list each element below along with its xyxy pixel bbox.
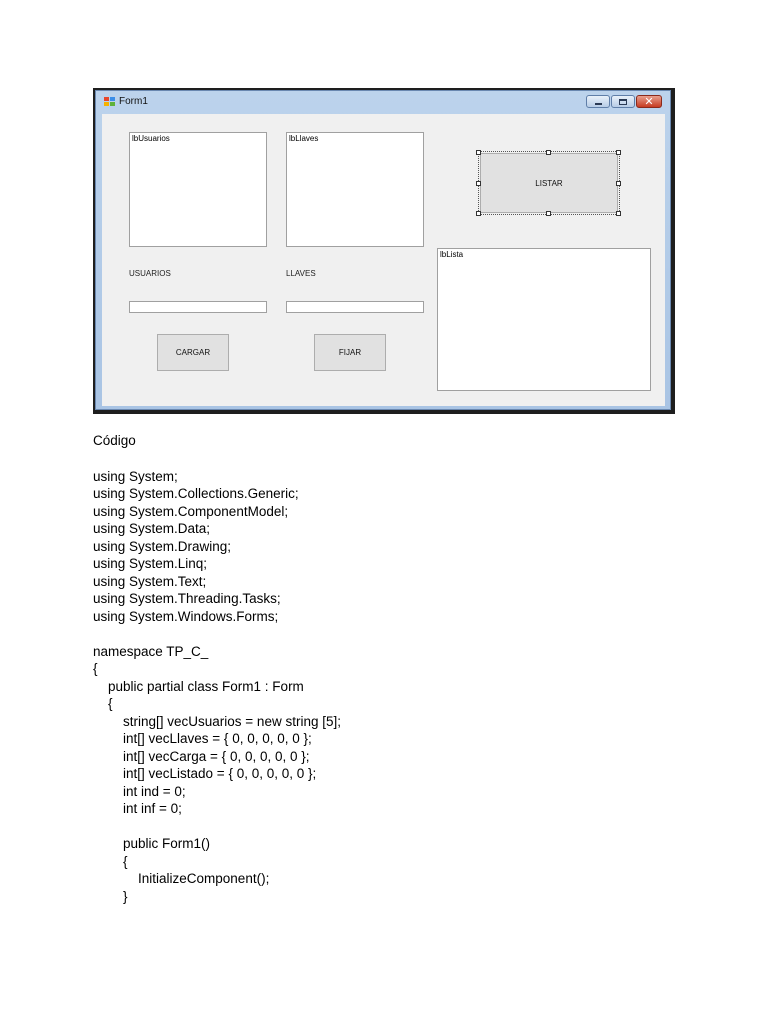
label-llaves: LLAVES <box>286 269 316 278</box>
code-line: int[] vecListado = { 0, 0, 0, 0, 0 }; <box>93 766 317 781</box>
code-line: string[] vecUsuarios = new string [5]; <box>93 713 341 729</box>
code-line: { <box>93 853 128 869</box>
resize-handle[interactable] <box>476 150 481 155</box>
resize-handle[interactable] <box>616 211 621 216</box>
code-line: { <box>93 661 98 676</box>
designer-screenshot <box>93 88 675 414</box>
code-line: { <box>93 696 113 711</box>
listar-button[interactable]: LISTAR <box>480 153 618 213</box>
code-line: using System.Linq; <box>93 556 208 571</box>
textbox-llaves[interactable] <box>286 301 424 313</box>
resize-handle[interactable] <box>476 181 481 186</box>
fijar-button[interactable]: FIJAR <box>314 334 386 371</box>
code-line: public partial class Form1 : Form <box>93 678 304 694</box>
code-line: using System.Text; <box>93 573 207 589</box>
selection-frame <box>478 151 620 215</box>
listbox-llaves[interactable]: lbLlaves <box>286 132 424 247</box>
code-line: int inf = 0; <box>93 801 182 816</box>
maximize-icon[interactable] <box>611 95 635 108</box>
listbox-lista[interactable]: lbLista <box>437 248 651 391</box>
app-icon <box>104 97 115 107</box>
resize-handle[interactable] <box>616 150 621 155</box>
listbox-usuarios[interactable]: lbUsuarios <box>129 132 267 247</box>
form-client-area <box>102 114 665 406</box>
code-line: using System; <box>93 468 178 484</box>
code-line: } <box>93 888 128 904</box>
code-line: int ind = 0; <box>93 783 186 799</box>
section-heading: Código <box>93 433 136 448</box>
resize-handle[interactable] <box>546 211 551 216</box>
cargar-button[interactable]: CARGAR <box>157 334 229 371</box>
form-window <box>95 90 671 410</box>
resize-handle[interactable] <box>616 181 621 186</box>
code-line: using System.ComponentModel; <box>93 503 289 519</box>
label-usuarios: USUARIOS <box>129 269 171 278</box>
minimize-icon[interactable] <box>586 95 610 108</box>
resize-handle[interactable] <box>476 211 481 216</box>
code-line: using System.Data; <box>93 521 211 536</box>
window-title: Form1 <box>119 96 148 107</box>
close-icon[interactable]: ✕ <box>636 95 662 108</box>
code-line: public Form1() <box>93 836 211 851</box>
code-line: namespace TP_C_ <box>93 643 209 659</box>
window-controls <box>586 95 662 109</box>
code-line: InitializeComponent(); <box>93 871 270 886</box>
title-bar[interactable] <box>96 91 670 113</box>
textbox-usuarios[interactable] <box>129 301 267 313</box>
code-line: using System.Windows.Forms; <box>93 608 279 624</box>
code-line: using System.Collections.Generic; <box>93 486 299 501</box>
code-line: using System.Drawing; <box>93 538 232 554</box>
code-line: int[] vecLlaves = { 0, 0, 0, 0, 0 }; <box>93 731 312 746</box>
code-line: int[] vecCarga = { 0, 0, 0, 0, 0 }; <box>93 748 310 764</box>
resize-handle[interactable] <box>546 150 551 155</box>
code-line: using System.Threading.Tasks; <box>93 591 281 606</box>
